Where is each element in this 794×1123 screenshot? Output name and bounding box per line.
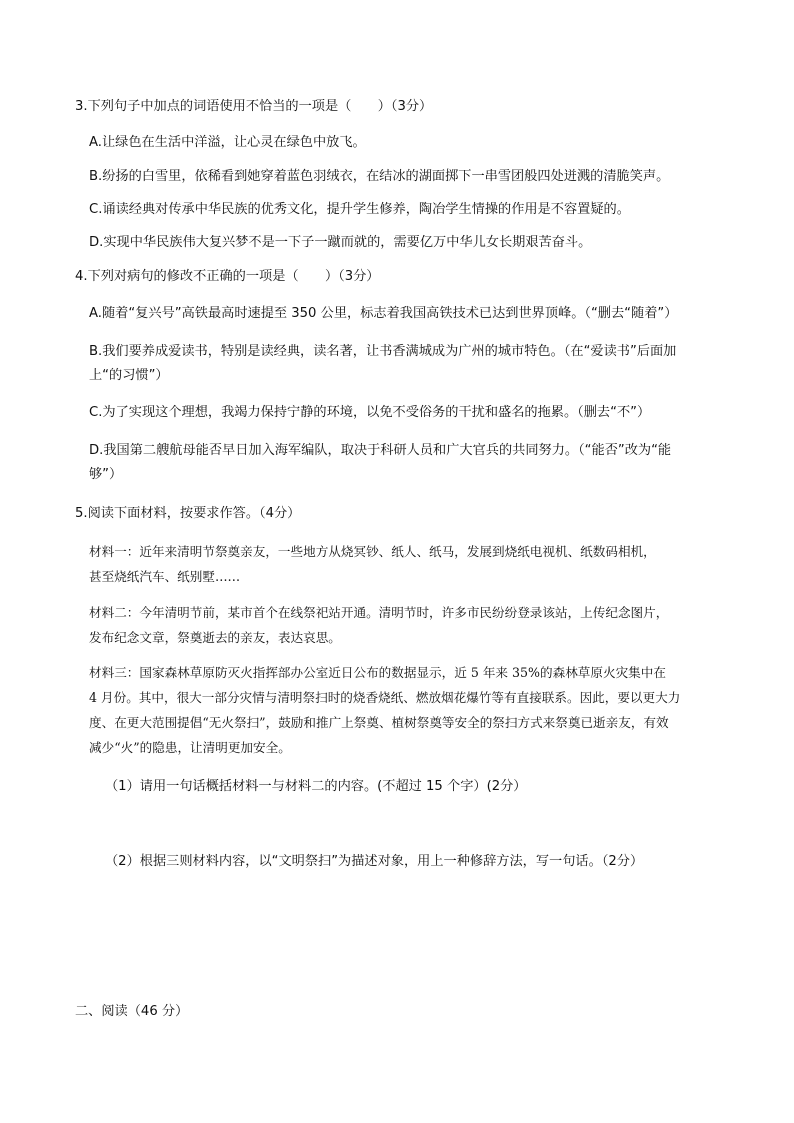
material-3-line-2: 4 月份。其中，很大一部分灾情与清明祭扫时的烧香烧纸、燃放烟花爆竹等有直接联系。因此，要以更大力 bbox=[89, 690, 681, 705]
question-5-subquestion-1: （1）请用一句话概括材料一与材料二的内容。(不超过 15 个字）(2分） bbox=[105, 779, 527, 794]
question-4-option-d: D.我国第二艘航母能否早日加入海军编队，取决于科研人员和广大官兵的共同努力。（“能否”改为“能 bbox=[89, 443, 672, 458]
material-2-line-2: 发布纪念文章，祭奠逝去的亲友，表达哀思。 bbox=[89, 630, 341, 645]
material-2-line-1: 材料二：今年清明节前，某市首个在线祭祀站开通。清明节时，许多市民纷纷登录该站，上传纪念图片， bbox=[89, 605, 669, 620]
material-3-line-4: 减少“火”的隐患，让清明更加安全。 bbox=[89, 740, 291, 755]
question-4-option-d-cont: 够”） bbox=[89, 467, 123, 482]
question-4-option-b-cont: 上“的习惯”） bbox=[89, 368, 169, 383]
material-3-line-3: 度、在更大范围提倡“无火祭扫”，鼓励和推广上祭奠、植树祭奠等安全的祭扫方式来祭奠已逝亲友，有效 bbox=[89, 715, 669, 730]
material-1-line-1: 材料一：近年来清明节祭奠亲友，一些地方从烧冥钞、纸人、纸马，发展到烧纸电视机、纸数码相机， bbox=[89, 544, 656, 559]
question-4-option-a: A.随着“复兴号”高铁最高时速提至 350 公里，标志着我国高铁技术已达到世界顶峰。（“删去“随着”） bbox=[89, 306, 678, 321]
section-2-heading: 二、阅读（46 分） bbox=[75, 1004, 189, 1019]
question-5-subquestion-2: （2）根据三则材料内容，以“文明祭扫”为描述对象，用上一种修辞方法，写一句话。（2分） bbox=[105, 854, 644, 869]
question-3-stem: 3.下列句子中加点的词语使用不恰当的一项是（ ）（3分） bbox=[75, 99, 433, 114]
material-1-line-2: 甚至烧纸汽车、纸别墅…… bbox=[89, 569, 241, 584]
question-3-option-a: A.让绿色在生活中洋溢，让心灵在绿色中放飞。 bbox=[89, 135, 366, 150]
material-3-line-1: 材料三：国家森林草原防灭火指挥部办公室近日公布的数据显示，近 5 年来 35%的森林草原火灾集中在 bbox=[89, 665, 666, 680]
question-5-stem: 5.阅读下面材料，按要求作答。（4分） bbox=[75, 506, 301, 521]
question-3-option-d: D.实现中华民族伟大复兴梦不是一下子一蹴而就的，需要亿万中华儿女长期艰苦奋斗。 bbox=[89, 235, 592, 250]
question-3-option-c: C.诵读经典对传承中华民族的优秀文化，提升学生修养，陶冶学生情操的作用是不容置疑的。 bbox=[89, 202, 630, 217]
question-4-option-b: B.我们要养成爱读书，特别是读经典，读名著，让书香满城成为广州的城市特色。（在“爱读书”后面加 bbox=[89, 344, 677, 359]
question-3-option-b: B.纷扬的白雪里，依稀看到她穿着蓝色羽绒衣，在结冰的湖面掷下一串雪团般四处迸溅的清脆笑声。 bbox=[89, 169, 670, 184]
question-4-stem: 4.下列对病句的修改不正确的一项是（ ）（3分） bbox=[75, 269, 380, 284]
question-4-option-c: C.为了实现这个理想，我竭力保持宁静的环境，以免不受俗务的干扰和盛名的拖累。（删去“不”） bbox=[89, 405, 651, 420]
